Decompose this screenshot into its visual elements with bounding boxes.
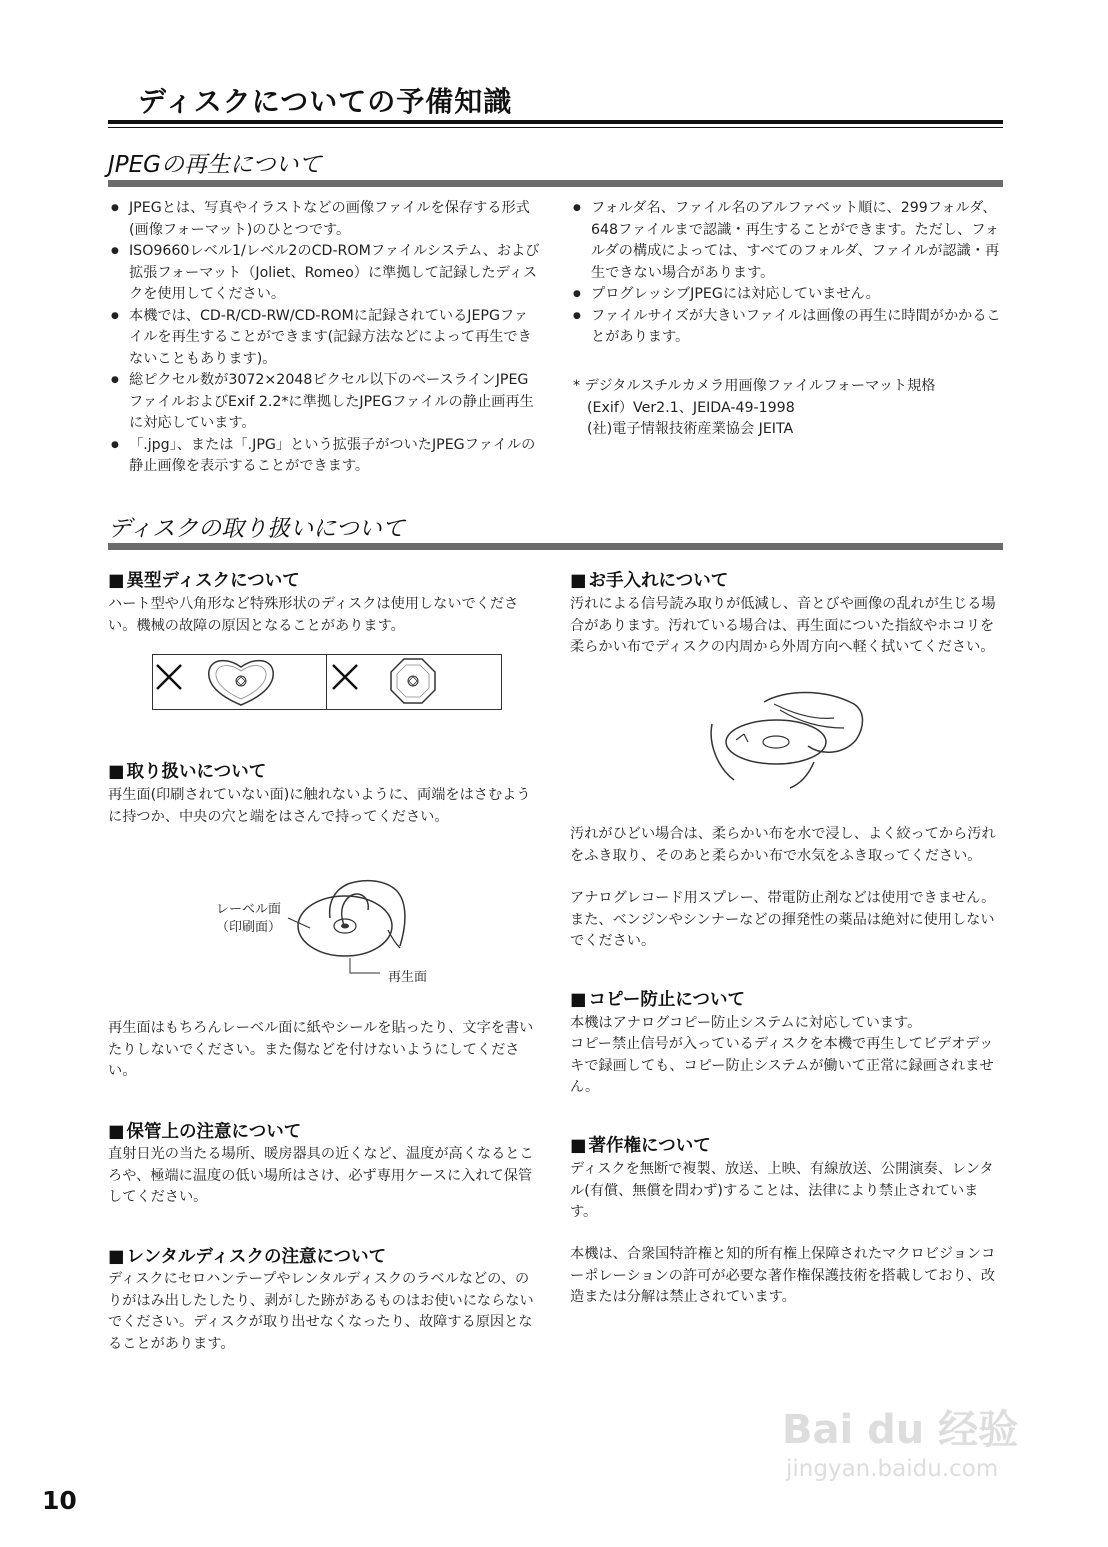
care-body-3: アナログレコード用スプレー、帯電防止剤などは使用できません。また、ベンジンやシンナーなどの揮発性の薬品は絶対に使用しないでください。 bbox=[570, 890, 996, 949]
list-item: ● ファイルサイズが大きいファイルは画像の再生に時間がかかることがあります。 bbox=[573, 306, 1005, 349]
storage-heading: ■ 保管上の注意について bbox=[108, 1118, 301, 1143]
jpeg-right-list bbox=[573, 198, 1005, 349]
rental-heading: ■ レンタルディスクの注意について bbox=[108, 1243, 386, 1268]
copy-protection-body: 本機はアナログコピー防止システムに対応しています。 bbox=[570, 1015, 922, 1031]
title-rule-thin bbox=[108, 127, 1003, 128]
jpeg-section-bar bbox=[108, 180, 1003, 187]
rental-body: ディスクにセロハンテープやレンタルディスクのラベルなどの、のりがはみ出したしたり、剥がした跡があるものはお使いにならないでください。ディスクが取り出せなくなったり、故障する原因となることがあります。 bbox=[108, 1271, 534, 1352]
watermark-url: jingyan.baidu.com bbox=[786, 1456, 999, 1482]
odd-shape-illustration bbox=[153, 655, 501, 709]
list-item: ● JPEGとは、写真やイラストなどの画像ファイルを保存する形式(画像フォーマット)のひとつです。 bbox=[111, 198, 541, 241]
list-item: ● 本機では、CD-R/CD-RW/CD-ROMに記録されているJEPGファイルを再生することができます(記録方法などによって再生できないこともあります)。 bbox=[111, 306, 541, 371]
jpeg-footnote bbox=[573, 376, 1009, 441]
watermark-logo: Bai du 经验 bbox=[782, 1407, 1019, 1453]
list-item: ● 総ピクセル数が3072×2048ピクセル以下のベースラインJPEGファイルおよびExif 2.2*に準拠したJPEGファイルの静止画再生に対応しています。 bbox=[111, 370, 541, 435]
handling-illustration bbox=[200, 868, 460, 988]
handling-body-2: 再生面はもちろんレーベル面に紙やシールを貼ったり、文字を書いたりしないでください。また傷などを付けないようにしてください。 bbox=[108, 1020, 534, 1079]
label-side-text: レーベル面 bbox=[216, 902, 282, 917]
copyright-body-2: 本機は、合衆国特許権と知的所有権上保障されたマクロビジョンコーポレーションの許可が必要な著作権保護技術を搭載しており、改造または分解は禁止されています。 bbox=[570, 1246, 996, 1305]
list-item: ● ISO9660レベル1/レベル2のCD-ROMファイルシステム、および拡張フォーマット（Joliet、Romeo）に準拠して記録したディスクを使用してください。 bbox=[111, 241, 541, 306]
care-body-2: 汚れがひどい場合は、柔らかい布を水で浸し、よく絞ってから汚れをふき取り、そのあと柔らかい布で水気をふき取ってください。 bbox=[570, 826, 996, 864]
storage-body: 直射日光の当たる場所、暖房器具の近くなど、温度が高くなるところや、極端に温度の低い場所はさけ、必ず専用ケースに入れて保管してください。 bbox=[108, 1146, 534, 1205]
page-title: ディスクについての予備知識 bbox=[138, 85, 513, 118]
footnote-line: * デジタルスチルカメラ用画像ファイルフォーマット規格 bbox=[573, 378, 936, 394]
copyright-heading: ■ 著作権について bbox=[570, 1132, 711, 1157]
handling-heading: ■ 取り扱いについて bbox=[108, 758, 266, 783]
disc-section-bar bbox=[108, 543, 1003, 550]
care-heading: ■ お手入れについて bbox=[570, 567, 728, 592]
list-item: ● 「.jpg」、または「.JPG」という拡張子がついたJPEGファイルの静止画像を表示することができます。 bbox=[111, 435, 541, 478]
handling-body: 再生面(印刷されていない面)に触れないように、両端をはさむように持つか、中央の穴と端をはさんで持ってください。 bbox=[108, 787, 531, 825]
jpeg-left-list bbox=[111, 198, 541, 478]
care-body: 汚れによる信号読み取りが低減し、音とびや画像の乱れが生じる場合があります。汚れている場合は、再生面についた指紋やホコリを柔らかい布でディスクの内周から外周方向へ軽く拭いてください。 bbox=[570, 596, 996, 655]
play-side-label: 再生面 bbox=[388, 970, 428, 985]
cross-icon bbox=[333, 665, 357, 689]
list-item: ● プログレッシブJPEGには対応していません。 bbox=[573, 284, 1005, 306]
disc-section-heading: ディスクの取り扱いについて bbox=[108, 516, 405, 542]
cross-icon bbox=[157, 665, 181, 689]
footnote-line: (社)電子情報技術産業協会 JEITA bbox=[587, 421, 794, 437]
copy-protection-heading: ■ コピー防止について bbox=[570, 986, 745, 1011]
footnote-line: (Exif）Ver2.1、JEIDA-49-1998 bbox=[587, 399, 795, 416]
odd-shape-body: ハート型や八角形など特殊形状のディスクは使用しないでください。機械の故障の原因となることがあります。 bbox=[108, 596, 519, 634]
odd-shape-example-box bbox=[152, 654, 502, 710]
title-rule-thick bbox=[108, 120, 1003, 124]
odd-shape-heading: ■ 異型ディスクについて bbox=[108, 567, 300, 592]
list-item: ● フォルダ名、ファイル名のアルファベット順に、299フォルダ、648ファイルまで認識・再生することができます。ただし、フォルダの構成によっては、すべてのフォルダ、ファイルが認識・再生できない場合があります。 bbox=[573, 198, 1005, 284]
copy-protection-body-2: コピー禁止信号が入っているディスクを本機で再生してビデオデッキで録画しても、コピー防止システムが働いて正常に録画されません。 bbox=[570, 1036, 994, 1095]
cleaning-illustration bbox=[704, 684, 870, 794]
copyright-body: ディスクを無断で複製、放送、上映、有線放送、公開演奏、レンタル(有償、無償を問わず)することは、法律により禁止されています。 bbox=[570, 1161, 994, 1220]
octagon-disc-icon bbox=[391, 659, 435, 703]
jpeg-section-heading: JPEGの再生について bbox=[108, 152, 322, 178]
label-side-note: （印刷面） bbox=[216, 920, 282, 935]
page-number: 10 bbox=[42, 1486, 77, 1515]
